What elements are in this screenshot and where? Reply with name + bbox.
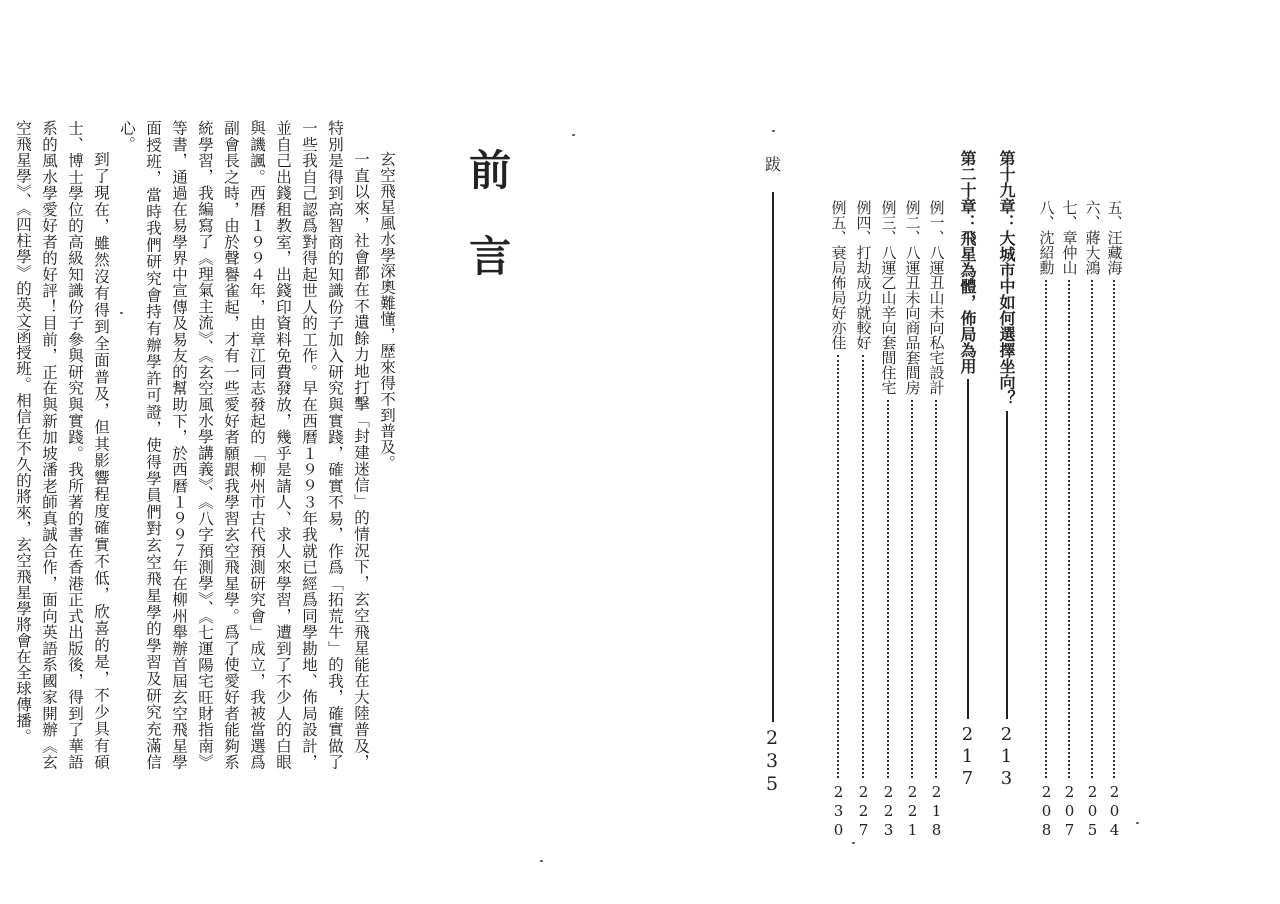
preface-body <box>14 120 400 770</box>
toc-page-number: 208 <box>1037 783 1056 840</box>
toc-dot-leader <box>1045 280 1047 778</box>
toc-entry[interactable] <box>904 200 920 840</box>
toc-dot-leader <box>862 355 864 778</box>
preface-paragraph: 玄空飛星風水學深奧難懂，歷來得不到普及。 <box>378 151 396 471</box>
toc-entry-label: 七、章仲山 <box>1060 200 1079 275</box>
toc-entry-label: 例一、八運丑山未向私宅設計 <box>927 200 946 395</box>
toc-dot-leader <box>935 400 937 778</box>
toc-page-number: 217 <box>957 724 978 790</box>
toc-entry[interactable] <box>1061 200 1077 840</box>
preface-paragraph: 到了現在，雖然沒有得到全面普及，但其影響程度確實不低，欣喜的是，不少具有碩士、博士學位的高級知識份子參與研究與實踐。我所著的書在香港正式出版後，得到了華語系的風水學愛好者的好評！目前，正在與新加坡潘老師真誠合作，面向英語系國家開辦《玄空飛星學》、《四柱學》的英文函授班。相信在不久的將來，玄空飛星學將會在全球傳播。 <box>14 120 110 770</box>
toc-dot-leader <box>837 355 839 778</box>
toc-page-number: 221 <box>903 783 922 840</box>
toc-entry-label: 五、汪藏海 <box>1105 200 1124 275</box>
toc-page-number: 207 <box>1060 783 1079 840</box>
toc-entry[interactable] <box>1084 200 1100 840</box>
scan-speck <box>852 842 855 844</box>
toc-line-leader <box>772 192 774 722</box>
toc-chapter-label: 第十九章：大城市中如何選擇坐向？ <box>997 150 1016 406</box>
scan-speck <box>120 312 123 314</box>
toc-entry-label: 例四、打劫成功就較好 <box>854 200 873 350</box>
scan-speck <box>1136 822 1139 824</box>
toc-dot-leader <box>887 400 889 778</box>
preface-title: 前言 <box>463 148 513 320</box>
toc-entry-label: 例五、衰局佈局好亦佳 <box>829 200 848 350</box>
toc-page-number: 227 <box>854 783 873 840</box>
toc-dot-leader <box>1068 280 1070 778</box>
toc-dot-leader <box>1113 280 1115 778</box>
toc-entry-label: 例二、八運丑未向商品套間房 <box>903 200 922 395</box>
scan-speck <box>772 130 775 132</box>
toc-entry-label: 六、蔣大鴻 <box>1083 200 1102 275</box>
toc-page-number: 213 <box>996 724 1017 790</box>
toc-line-leader <box>967 379 969 719</box>
toc-page-number: 218 <box>927 783 946 840</box>
toc-entry[interactable] <box>1038 200 1054 840</box>
toc-chapter-entry[interactable] <box>958 150 976 790</box>
toc-chapter-label: 第二十章：飛星為體，佈局為用 <box>958 150 977 374</box>
preface-paragraph: 一直以來，社會都在不遺餘力地打擊「封建迷信」的情況下，玄空飛星能在大陸普及，特別是得到高智商的知識份子加入研究與實踐，確實不易，作爲「拓荒牛」的我，確實做了一些我自己認爲對得起世人的工作。早在西曆１９９３年我就已經爲同學勘地、佈局設計，並自己出錢租教室，出錢印資料免費發放，幾乎是請人、求人來學習，遭到了不少人的白眼與譏諷。西曆１９９４年，由章江同志發起的「柳州市古代預測研究會」成立，我被當選爲副會長之時，由於聲譽雀起，才有一些愛好者願跟我學習玄空飛星學。爲了使愛好者能夠系統學習，我編寫了《理氣主流》、《玄空風水學講義》、《八字預測學》、《七運陽宅旺財指南》等書，通過在易學界中宣傳及易友的幫助下，於西曆１９９７年在柳州舉辦首屆玄空飛星學面授班，當時我們研究會持有辦學許可證，使得學員們對玄空飛星學的學習及研究充滿信心。 <box>118 120 370 770</box>
toc-page-number: 235 <box>761 727 783 796</box>
toc-page-number: 223 <box>879 783 898 840</box>
scan-speck <box>540 860 543 862</box>
toc-line-leader <box>1006 411 1008 719</box>
toc-entry[interactable] <box>880 200 896 840</box>
toc-entry[interactable] <box>855 200 871 840</box>
toc-afterword-entry[interactable] <box>762 156 781 796</box>
toc-chapter-entry[interactable] <box>997 150 1015 790</box>
scan-speck <box>572 134 575 136</box>
toc-entry[interactable] <box>830 200 846 840</box>
toc-entry-label: 八、沈紹勳 <box>1037 200 1056 275</box>
toc-entry-label: 例三、八運乙山辛向套間住宅 <box>879 200 898 395</box>
toc-entry[interactable] <box>928 200 944 840</box>
toc-page-number: 205 <box>1083 783 1102 840</box>
toc-dot-leader <box>1091 280 1093 778</box>
toc-entry[interactable] <box>1106 200 1122 840</box>
toc-page-number: 230 <box>829 783 848 840</box>
toc-page <box>640 0 1280 904</box>
toc-afterword-label: 跋 <box>762 156 782 172</box>
toc-page-number: 204 <box>1105 783 1124 840</box>
toc-dot-leader <box>911 400 913 778</box>
